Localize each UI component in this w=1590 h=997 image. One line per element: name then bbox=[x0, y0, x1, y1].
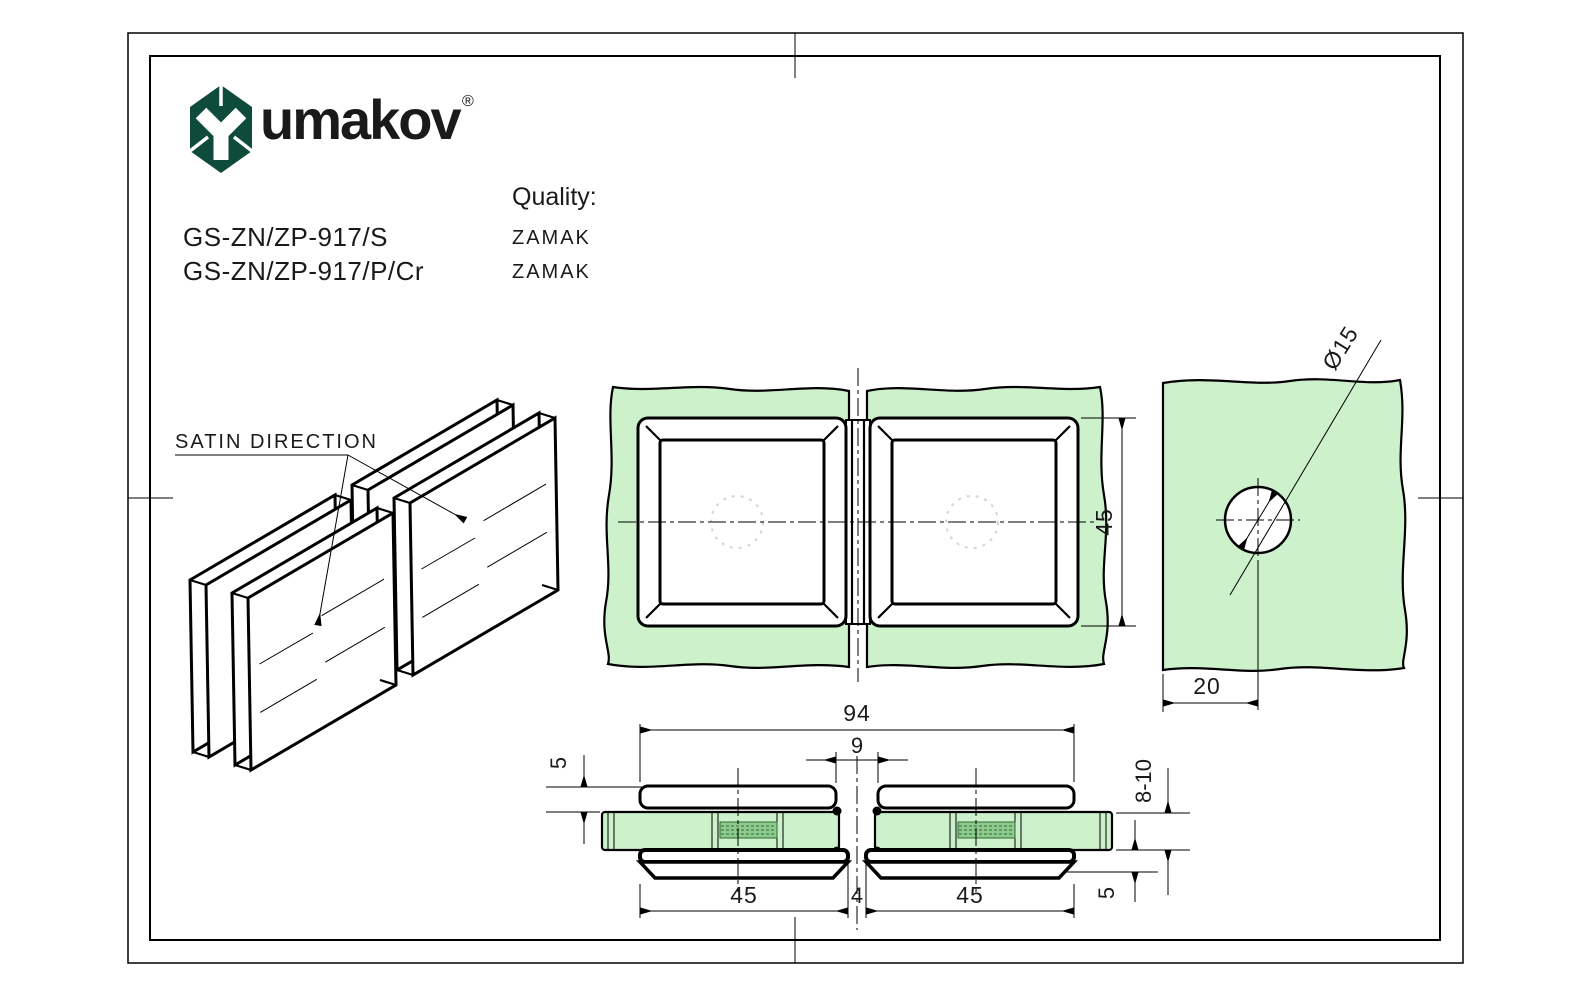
dim-text: 45 bbox=[730, 882, 758, 908]
dim-text: 9 bbox=[850, 733, 864, 758]
dim-text: 45 bbox=[956, 882, 984, 908]
base-band-right bbox=[866, 850, 1074, 862]
brand-logo bbox=[190, 85, 474, 173]
dim-text: 8-10 bbox=[1131, 758, 1156, 804]
dim-text: Ø15 bbox=[1316, 321, 1364, 375]
quality-value-1: ZAMAK bbox=[512, 227, 591, 249]
quality-value-2: ZAMAK bbox=[512, 261, 591, 283]
base-plate-left bbox=[640, 862, 848, 878]
dim-text: 94 bbox=[843, 700, 871, 726]
front-view bbox=[604, 368, 1136, 682]
dim-text: 20 bbox=[1193, 673, 1221, 699]
dim-20-edge bbox=[1163, 673, 1258, 712]
section-view bbox=[546, 700, 1190, 930]
dim-text: 45 bbox=[1091, 508, 1117, 536]
dim-text: 5 bbox=[546, 756, 571, 770]
title-block bbox=[183, 183, 597, 286]
base-plate-right bbox=[866, 862, 1074, 878]
product-code-2: GS-ZN/ZP-917/P/Cr bbox=[183, 256, 425, 286]
quality-label: Quality: bbox=[512, 183, 597, 211]
satin-direction-label: SATIN DIRECTION bbox=[175, 431, 378, 453]
hole-detail-view bbox=[1163, 321, 1407, 712]
base-band-left bbox=[640, 850, 848, 862]
isometric-view bbox=[175, 400, 558, 770]
logo-wordmark: umakov bbox=[260, 88, 460, 151]
screw-threads bbox=[720, 822, 1015, 838]
product-code-1: GS-ZN/ZP-917/S bbox=[183, 222, 388, 252]
registered-mark: ® bbox=[462, 93, 474, 110]
dim-8-10-glass bbox=[1116, 759, 1190, 895]
dim-text: 4 bbox=[850, 883, 864, 908]
dim-text: 5 bbox=[1094, 886, 1119, 900]
